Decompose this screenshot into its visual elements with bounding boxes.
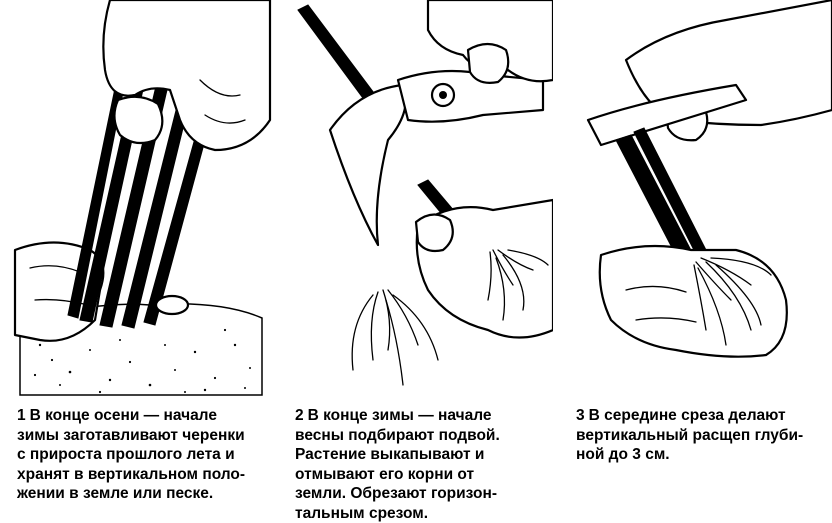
- caption-line: весны подбирают подвой.: [295, 426, 500, 444]
- pruning-rootstock-illustration: [278, 0, 553, 400]
- caption-line: В конце зимы — начале: [307, 407, 492, 424]
- step-number: 2: [295, 407, 304, 424]
- fingertip: [468, 44, 508, 83]
- step-3-panel: [556, 0, 832, 515]
- caption-line: В конце осени — начале: [29, 407, 217, 424]
- caption-line: зимы заготавливают черенки: [17, 426, 245, 444]
- hand-bottom: [600, 246, 787, 357]
- caption-line: вертикальный расщеп глуби-: [576, 426, 804, 444]
- caption-line: ной до 3 см.: [576, 446, 670, 463]
- shears-blade: [330, 85, 406, 245]
- step-2-caption: [295, 406, 540, 523]
- thumb: [416, 214, 453, 251]
- split-rootstock: [616, 128, 706, 265]
- splitting-rootstock-illustration: [556, 0, 832, 400]
- cuttings-in-soil-illustration: [0, 0, 275, 400]
- caption-line: тальным срезом.: [295, 504, 429, 522]
- cut-end: [156, 296, 188, 314]
- caption-line: с прироста прошлого лета и: [17, 446, 235, 463]
- caption-line: Растение выкапывают и: [295, 446, 485, 463]
- step-number: 3: [576, 407, 585, 424]
- step-1-caption: [17, 406, 267, 504]
- caption-line: отмывают его корни от: [295, 465, 475, 483]
- step-2-panel: [278, 0, 553, 522]
- thumb: [114, 97, 162, 143]
- step-3-caption: [576, 406, 821, 465]
- caption-line: земли. Обрезают горизон-: [295, 485, 497, 502]
- caption-line: В середине среза делают: [588, 407, 786, 424]
- caption-line: хранят в вертикальном поло-: [17, 465, 246, 483]
- caption-line: жении в земле или песке.: [17, 485, 214, 502]
- step-number: 1: [17, 407, 26, 424]
- step-1-panel: [0, 0, 275, 515]
